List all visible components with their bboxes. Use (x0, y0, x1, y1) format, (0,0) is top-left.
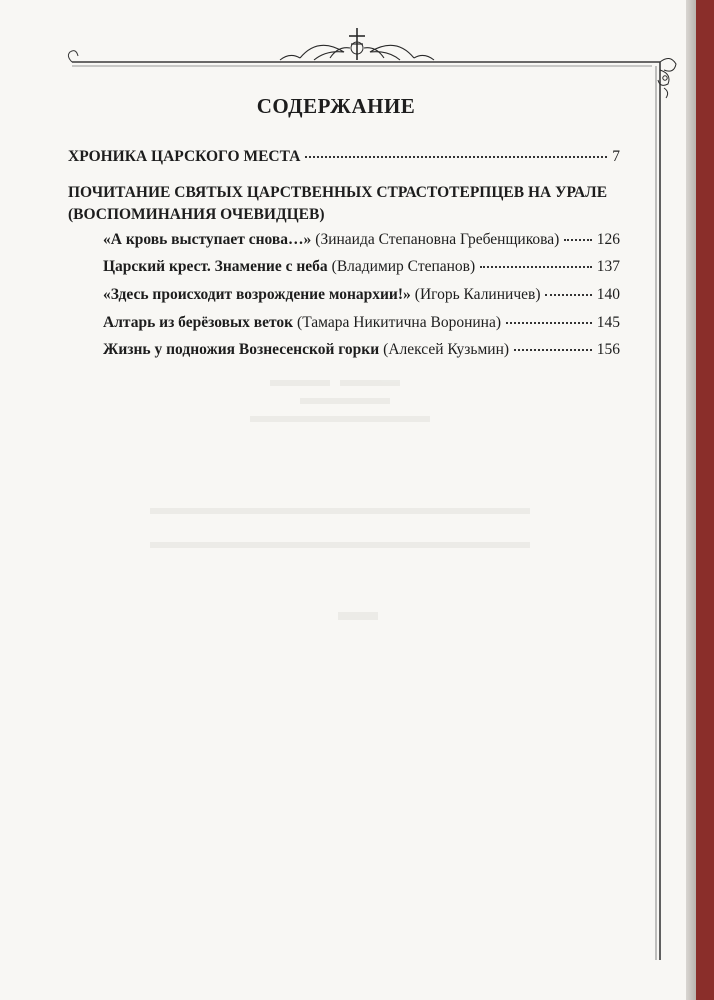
page-number: 126 (596, 231, 620, 248)
entry-author: (Игорь Калиничев) (414, 286, 541, 303)
entry-title: Алтарь из берёзовых веток (103, 314, 294, 331)
entry-author: (Владимир Степанов) (331, 258, 476, 275)
entry-title: Царский крест. Знамение с неба (103, 258, 328, 275)
entry-author: (Зинаида Степановна Гребенщикова) (315, 231, 560, 248)
page-title: СОДЕРЖАНИЕ (256, 94, 416, 118)
page-number: 156 (596, 341, 620, 358)
page-number: 140 (596, 286, 620, 303)
entry-author: (Алексей Кузьмин) (383, 341, 510, 358)
entry-author: (Тамара Никитична Воронина) (297, 314, 501, 331)
page-number: 7 (612, 148, 620, 165)
entry-title: ХРОНИКА ЦАРСКОГО МЕСТА (68, 148, 301, 165)
entry-title: «А кровь выступает снова…» (103, 231, 312, 248)
page-number: 137 (596, 258, 620, 275)
section-heading-line2: (ВОСПОМИНАНИЯ ОЧЕВИДЦЕВ) (68, 206, 325, 223)
page-number: 145 (596, 314, 620, 331)
section-heading-line1: ПОЧИТАНИЕ СВЯТЫХ ЦАРСТВЕННЫХ СТРАСТОТЕРПЦЕВ НА УРАЛЕ (68, 184, 608, 201)
entry-title: Жизнь у подножия Вознесенской горки (103, 341, 380, 358)
entry-title: «Здесь происходит возрождение монархии!» (103, 286, 411, 303)
